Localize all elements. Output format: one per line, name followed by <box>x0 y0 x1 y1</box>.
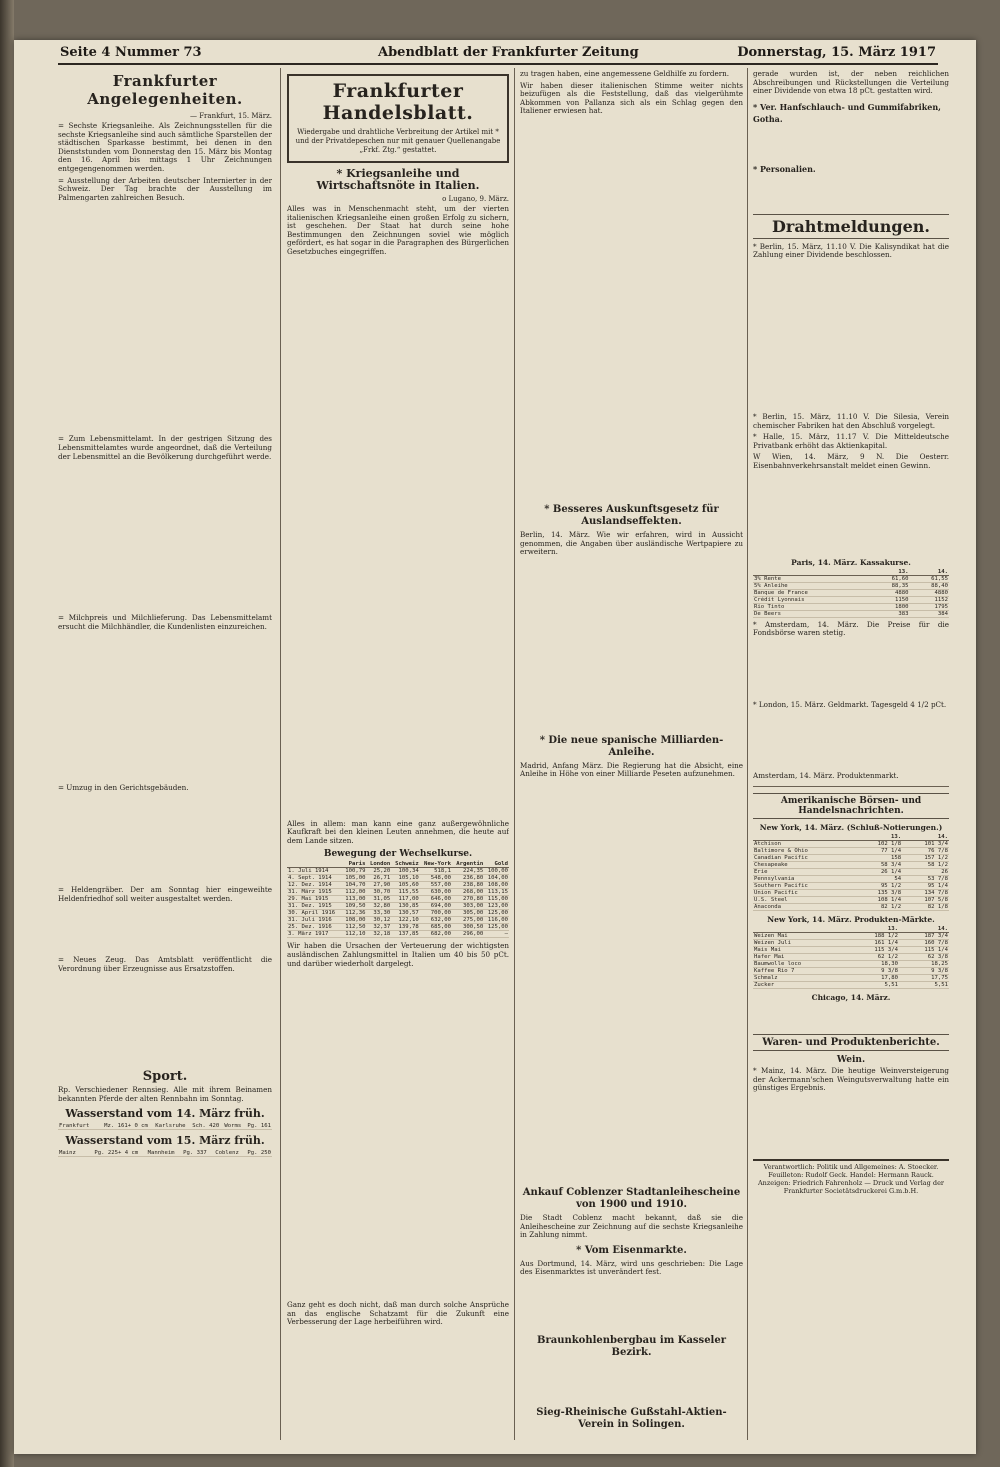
table-cell: 557,00 <box>420 882 452 889</box>
table-cell: 82 1/8 <box>902 903 949 910</box>
column-header: 13. <box>849 926 899 933</box>
table-cell: 26 1/4 <box>855 868 902 875</box>
table-cell: 113,15 <box>484 889 509 896</box>
article-body <box>58 796 272 886</box>
article-paragraph: Aus Dortmund, 14. März, wird uns geschrieben: Die Lage des Eisenmarktes ist unverändert fest. <box>520 1258 743 1277</box>
table-cell: — <box>484 931 509 938</box>
table-cell: 12. Dez. 1914 <box>287 882 342 889</box>
table-title: Chicago, 14. März. <box>811 992 891 1002</box>
column-rule <box>747 68 748 1440</box>
table-cell: 115 3/4 <box>849 946 899 953</box>
table-row <box>753 896 949 903</box>
table-cell: De Beers <box>753 610 870 617</box>
table-cell: Sch. 420 <box>187 1123 221 1130</box>
article-paragraph: Madrid, Anfang März. Die Regierung hat die Absicht, eine Anleihe in Höhe von einer Milliarde Peseten aufzunehmen. <box>520 760 743 779</box>
table-cell: 3% Rente <box>753 575 870 582</box>
table-cell: 1. Juli 1914 <box>287 868 342 875</box>
table-cell: 25. Dez. 1916 <box>287 924 342 931</box>
table-cell: 17,80 <box>849 974 899 981</box>
table-row <box>753 610 949 617</box>
article-body <box>753 128 949 158</box>
table-cell: 30,70 <box>366 889 391 896</box>
table-cell: Canadian Pacific <box>753 854 855 861</box>
table-cell: 518,1 <box>420 868 452 875</box>
table-cell: 108,00 <box>342 917 367 924</box>
table-cell: Coblenz <box>208 1150 240 1157</box>
sport-paragraph: Rp. Verschiedener Rennsieg. Alle mit ihrem Beinamen bekannten Pferde der alten Rennbahn im Sonntag. <box>58 1085 272 1103</box>
table-cell: 125,00 <box>484 910 509 917</box>
table-cell: 105,60 <box>391 882 419 889</box>
table-cell: Mais Mai <box>753 946 849 953</box>
table-row <box>753 967 949 974</box>
wire-report: * Berlin, 15. März, 11.10 V. Die Silesia, Verein chemischer Fabriken hat den Abschluß vorgelegt. <box>753 411 949 430</box>
table-cell: Pg. 250 <box>240 1150 272 1157</box>
table-cell: 685,00 <box>420 924 452 931</box>
article-headline: Sieg-Rheinische Gußstahl-Aktien-Verein in Solingen. <box>536 1406 727 1430</box>
article-paragraph: = Umzug in den Gerichtsgebäuden. <box>58 783 189 793</box>
table-cell: 112,00 <box>342 889 367 896</box>
table-row <box>753 840 949 847</box>
table-cell: 160 7/8 <box>899 939 949 946</box>
paris-quotes-table <box>753 569 949 618</box>
water-level-table <box>58 1123 272 1130</box>
table-cell: 62 1/2 <box>849 953 899 960</box>
table-cell: 61,55 <box>910 575 949 582</box>
column-header: 13. <box>870 569 909 576</box>
table-cell: 303,00 <box>452 903 484 910</box>
table-cell: 112,10 <box>342 931 367 938</box>
table-cell: 158 <box>855 854 902 861</box>
wire-report: W Wien, 14. März, 9 N. Die Oesterr. Eisenbahnverkehrsanstalt meldet einen Gewinn. <box>753 452 949 470</box>
column-header: 13. <box>855 834 902 841</box>
table-row <box>753 847 949 854</box>
table-cell: 296,00 <box>452 931 484 938</box>
table-cell: 115 1/4 <box>899 946 949 953</box>
article-body <box>287 971 509 1301</box>
table-cell: 1152 <box>910 596 949 603</box>
table-cell: Mannheim <box>139 1150 175 1157</box>
table-cell: 135 3/8 <box>855 889 902 896</box>
table-row <box>753 868 949 875</box>
table-cell: 5,51 <box>899 981 949 988</box>
article-headline: Ankauf Coblenzer Stadtanleihescheine von 1900 und 1910. <box>522 1186 741 1210</box>
table-row <box>287 875 509 882</box>
table-cell: 4880 <box>910 589 949 596</box>
table-row <box>753 589 949 596</box>
table-cell: 29. Mai 1915 <box>287 896 342 903</box>
table-cell: 32,80 <box>366 903 391 910</box>
table-cell: 632,00 <box>420 917 452 924</box>
water-level-heading: Wasserstand vom 14. März früh. <box>65 1107 265 1121</box>
table-cell: 5% Anleihe <box>753 582 870 589</box>
article-body <box>753 641 949 701</box>
section-title: Amerikanische Börsen- und Handelsnachrichten. <box>753 793 949 819</box>
table-cell: 236,80 <box>452 875 484 882</box>
table-cell: Anaconda <box>753 903 855 910</box>
section-title: Drahtmeldungen. <box>753 214 949 239</box>
table-cell: 300,50 <box>452 924 484 931</box>
table-cell: 104,00 <box>484 875 509 882</box>
article-body <box>753 474 949 554</box>
page-header <box>58 45 938 65</box>
column-header: Argentin <box>452 861 484 868</box>
table-row <box>753 953 949 960</box>
table-row <box>58 1150 272 1157</box>
article-paragraph: Alles in allem: man kann eine ganz außergewöhnliche Kaufkraft bei den kleinen Leuten annehmen, die heute auf dem Lande sitzen. <box>287 818 509 845</box>
article-body <box>753 263 949 413</box>
table-cell: Crédit Lyonnais <box>753 596 870 603</box>
table-cell: 17,75 <box>899 974 949 981</box>
table-cell: 26 <box>902 868 949 875</box>
table-cell: 76 7/8 <box>902 847 949 854</box>
column-header: 14. <box>899 926 949 933</box>
table-cell: 88,35 <box>870 582 909 589</box>
article-body <box>58 464 272 614</box>
table-cell: 100,00 <box>484 868 509 875</box>
article-paragraph: Wir haben die Ursachen der Verteuerung der wichtigsten ausländischen Zahlungsmittel in Italien um 40 bis 50 pCt. und darüber wiederholt dargelegt. <box>287 941 509 968</box>
article-paragraph: = Heldengräber. Der am Sonntag hier eingeweihte Heldenfriedhof soll weiter ausgestaltet werden. <box>58 884 272 903</box>
table-cell: 108 1/4 <box>855 896 902 903</box>
table-row <box>287 896 509 903</box>
table-title: New York, 14. März. (Schluß-Notierungen.) <box>759 822 943 832</box>
table-cell: Weizen Mai <box>753 932 849 939</box>
table-cell: 1800 <box>870 603 909 610</box>
masthead: Abendblatt der Frankfurter Zeitung <box>378 45 639 60</box>
table-cell: 117,00 <box>391 896 419 903</box>
water-level-table <box>58 1150 272 1157</box>
table-cell: Rio Tinto <box>753 603 870 610</box>
column-header: London <box>366 861 391 868</box>
table-cell: 125,00 <box>484 924 509 931</box>
table-cell: 88,40 <box>910 582 949 589</box>
table-cell: 694,00 <box>420 903 452 910</box>
table-row <box>287 917 509 924</box>
table-title: New York, 14. März. Produkten-Märkte. <box>767 914 935 924</box>
table-cell: 130,57 <box>391 910 419 917</box>
table-cell: 161 1/4 <box>849 939 899 946</box>
article-headline: * Besseres Auskunftsgesetz für Auslandseffekten. <box>544 503 719 527</box>
table-cell: 4880 <box>870 589 909 596</box>
table-row <box>753 946 949 953</box>
column-header: Paris <box>342 861 367 868</box>
table-cell: Pg. 337 <box>176 1150 208 1157</box>
exchange-rate-table <box>287 861 509 938</box>
article-paragraph: * Mainz, 14. März. Die heutige Weinversteigerung der Ackermann'schen Weingutsverwaltung hatte ein günstiges Ergebnis. <box>753 1065 949 1093</box>
article-headline: * Die neue spanische Milliarden-Anleihe. <box>539 734 724 758</box>
article-paragraph: = Ausstellung der Arbeiten deutscher Internierter in der Schweiz. Der Tag brachte der Ausstellung im Palmengarten zahlreichen Besuch. <box>58 175 272 202</box>
table-cell: 188 1/2 <box>849 932 899 939</box>
table-cell: 109,50 <box>342 903 367 910</box>
divider <box>753 786 949 787</box>
article-body <box>287 260 509 820</box>
table-cell: 108,00 <box>484 882 509 889</box>
table-cell: 26,71 <box>366 875 391 882</box>
wire-report: * Amsterdam, 14. März. Die Preise für die Fondsbörse waren stetig. <box>753 619 949 638</box>
table-cell: Zucker <box>753 981 849 988</box>
article-paragraph: Berlin, 14. März. Wie wir erfahren, wird in Aussicht genommen, die Angaben über ausländische Wertpapiere zu erweitern. <box>520 529 743 557</box>
table-cell: 384 <box>910 610 949 617</box>
table-row <box>753 875 949 882</box>
table-cell: 62 3/8 <box>899 953 949 960</box>
table-cell: 238,80 <box>452 882 484 889</box>
table-cell: Pennsylvania <box>753 875 855 882</box>
table-cell: 58 1/2 <box>902 861 949 868</box>
table-cell: 31,05 <box>366 896 391 903</box>
article-body <box>520 782 743 1182</box>
table-row <box>753 861 949 868</box>
table-row <box>753 854 949 861</box>
table-cell: 224,35 <box>452 868 484 875</box>
table-row <box>287 903 509 910</box>
column-header: 14. <box>902 834 949 841</box>
column-local-affairs <box>58 70 272 1442</box>
column-rule <box>280 68 281 1440</box>
table-cell: 112,36 <box>342 910 367 917</box>
table-cell: 100,79 <box>342 868 367 875</box>
table-cell: Chesapeake <box>753 861 855 868</box>
table-row <box>287 889 509 896</box>
table-cell: Weizen Juli <box>753 939 849 946</box>
table-title: Paris, 14. März. Kassakurse. <box>791 557 911 567</box>
table-cell: Mz. 161+ 0 cm <box>96 1123 149 1130</box>
article-paragraph: = Sechste Kriegsanleihe. Als Zeichnungsstellen für die sechste Kriegsanleihe sind auch sämtliche Sparstellen der städtischen Sparkasse bestimmt, bei denen in den Dienststunden vom Donnerstag den 15. März bis Montag den 16. April bis mittags 1 Uhr Zeichnungen entgegengenommen werden. <box>58 121 272 173</box>
table-cell: 33,30 <box>366 910 391 917</box>
column-wire-reports <box>753 70 949 1442</box>
table-cell: 268,00 <box>452 889 484 896</box>
article-paragraph: Die Stadt Coblenz macht bekannt, daß sie die Anleihescheine zur Zeichnung auf die sechste Kriegsanleihe in Zahlung nimmt. <box>520 1212 743 1240</box>
table-cell: 134 7/8 <box>902 889 949 896</box>
article-paragraph: zu tragen haben, eine angemessene Geldhilfe zu fordern. <box>520 70 730 78</box>
table-row <box>753 575 949 582</box>
table-cell: 139,78 <box>391 924 419 931</box>
table-cell: 275,00 <box>452 917 484 924</box>
table-cell: 30,12 <box>366 917 391 924</box>
article-body <box>520 560 743 730</box>
table-cell: 270,80 <box>452 896 484 903</box>
water-level-heading: Wasserstand vom 15. März früh. <box>65 1134 265 1148</box>
table-cell: 100,34 <box>391 868 419 875</box>
table-cell: 25,20 <box>366 868 391 875</box>
table-cell: Pg. 161 <box>242 1123 272 1130</box>
table-cell: Mainz <box>58 1150 82 1157</box>
table-cell: 105,10 <box>391 875 419 882</box>
imprint: Verantwortlich: Politik und Allgemeines: A. Stoecker. Feuilleton: Rudolf Geck. Handel: Hermann Rauck. Anzeigen: Friedrich Fahrenholz — Druck und Verlag der Frankfurter Societätsdruckerei G.m.b.H. <box>753 1159 949 1195</box>
table-title: Bewegung der Wechselkurse. <box>323 849 473 860</box>
article-body <box>520 1362 743 1402</box>
article-paragraph: Alles was in Menschenmacht steht, um der vierten italienischen Kriegsanleihe einen großen Erfolg zu sichern, ist geschehen. Der Staat hat durch seine hohe Bestimmungen den Zeichnungen soviel wie möglich gefördert, es hat sogar in die Paragraphen des Bürgerlichen Gesetzbuches eingegriffen. <box>287 204 509 256</box>
table-row <box>753 939 949 946</box>
table-cell: 682,00 <box>420 931 452 938</box>
table-cell: Southern Pacific <box>753 882 855 889</box>
table-cell: 54 <box>855 875 902 882</box>
table-cell: 187 3/4 <box>899 932 949 939</box>
table-cell: 61,60 <box>870 575 909 582</box>
table-cell: 31. Dez. 1915 <box>287 903 342 910</box>
table-cell: Pg. 225+ 4 cm <box>82 1150 140 1157</box>
table-cell: Frankfurt <box>58 1123 96 1130</box>
table-cell: U.S. Steel <box>753 896 855 903</box>
table-cell: Banque de France <box>753 589 870 596</box>
table-cell: 32,37 <box>366 924 391 931</box>
table-row <box>753 932 949 939</box>
table-cell: 105,00 <box>342 875 367 882</box>
table-cell: Baltimore & Ohio <box>753 847 855 854</box>
table-cell: 130,85 <box>391 903 419 910</box>
article-body <box>58 634 272 784</box>
column-trade-news <box>520 70 743 1442</box>
table-cell: 104,70 <box>342 882 367 889</box>
table-cell: 77 1/4 <box>855 847 902 854</box>
article-body <box>753 1004 949 1028</box>
article-paragraph: = Milchpreis und Milchlieferung. Das Lebensmittelamt ersucht die Milchhändler, die Kundenlisten einzureichen. <box>58 613 272 631</box>
table-cell: Kaffee Rio 7 <box>753 967 849 974</box>
new-york-quotes-table <box>753 834 949 911</box>
table-cell: 122,10 <box>391 917 419 924</box>
article-body <box>58 205 272 435</box>
table-row <box>753 960 949 967</box>
table-cell: Erie <box>753 868 855 875</box>
table-cell: Hafer Mai <box>753 953 849 960</box>
table-cell: 383 <box>870 610 909 617</box>
subsection-title: Wein. <box>836 1054 866 1065</box>
dateline: — Frankfurt, 15. März. <box>189 112 272 120</box>
table-cell: 32,18 <box>366 931 391 938</box>
column-header: Gold <box>484 861 509 868</box>
book-binding <box>0 0 14 1467</box>
wire-report: * London, 15. März. Geldmarkt. Tagesgeld 4 1/2 pCt. <box>753 699 947 709</box>
article-body <box>58 976 272 1066</box>
table-cell: 548,00 <box>420 875 452 882</box>
table-cell: 9 3/8 <box>899 967 949 974</box>
produce-market-table <box>753 926 949 989</box>
table-row <box>753 903 949 910</box>
table-row <box>753 603 949 610</box>
table-cell: 53 7/8 <box>902 875 949 882</box>
article-headline: * Vom Eisenmarkte. <box>576 1244 687 1256</box>
table-cell: Union Pacific <box>753 889 855 896</box>
table-cell: 113,00 <box>342 896 367 903</box>
table-cell: 82 1/2 <box>855 903 902 910</box>
table-cell: 18,30 <box>849 960 899 967</box>
column-header: Schweiz <box>391 861 419 868</box>
table-cell: 107 5/8 <box>902 896 949 903</box>
table-cell: 18,25 <box>899 960 949 967</box>
article-headline: * Kriegsanleihe und Wirtschaftsnöte in Italien. <box>316 167 480 192</box>
table-row <box>753 882 949 889</box>
table-cell: 157 1/2 <box>902 854 949 861</box>
table-cell: 700,00 <box>420 910 452 917</box>
table-row <box>753 596 949 603</box>
section-title: Frankfurter Angelegenheiten. <box>87 72 243 108</box>
column-header: 14. <box>910 569 949 576</box>
table-row <box>287 924 509 931</box>
table-row <box>753 889 949 896</box>
table-cell: Karlsruhe <box>149 1123 187 1130</box>
article-body <box>58 906 272 956</box>
table-cell: 4. Sept. 1914 <box>287 875 342 882</box>
trade-journal-masthead <box>287 74 509 163</box>
article-paragraph: Ganz geht es doch nicht, daß man durch solche Ansprüche an das englische Schatzamt für die Zukunft eine Verbesserung der Lage herbeiführen wird. <box>287 1300 509 1327</box>
table-cell: 115,55 <box>391 889 419 896</box>
article-body <box>520 119 743 499</box>
table-cell: 116,00 <box>484 917 509 924</box>
table-row <box>58 1123 272 1130</box>
table-cell: 58 3/4 <box>855 861 902 868</box>
table-cell: Schmalz <box>753 974 849 981</box>
table-cell: 305,00 <box>452 910 484 917</box>
table-cell: 137,85 <box>391 931 419 938</box>
table-cell: 646,00 <box>420 896 452 903</box>
section-title: Frankfurter Handelsblatt. <box>322 80 474 124</box>
wire-report: * Berlin, 15. März, 11.10 V. Die Kalisyndikat hat die Zahlung einer Dividende beschlossen. <box>753 241 949 260</box>
table-cell: 3. März 1917 <box>287 931 342 938</box>
table-row <box>287 868 509 875</box>
table-row <box>287 931 509 938</box>
table-cell: 27,90 <box>366 882 391 889</box>
article-body <box>753 712 949 772</box>
column-trade-journal <box>287 70 509 1442</box>
table-cell: 1150 <box>870 596 909 603</box>
article-body <box>753 1096 949 1156</box>
table-cell: 123,00 <box>484 903 509 910</box>
table-cell: 102 1/8 <box>855 840 902 847</box>
article-paragraph: = Zum Lebensmittelamt. In der gestrigen Sitzung des Lebensmittelamtes wurde angeordnet, daß die Verteilung der Lebensmittel an die Bevölkerung durchgeführt werde. <box>58 434 272 461</box>
article-body <box>753 178 949 208</box>
issue-date: Donnerstag, 15. März 1917 <box>737 45 936 60</box>
article-headline: * Personalien. <box>753 163 816 174</box>
sport-heading: Sport. <box>142 1069 188 1085</box>
table-cell: 101 3/4 <box>902 840 949 847</box>
table-cell: 30. April 1916 <box>287 910 342 917</box>
article-paragraph: = Neues Zeug. Das Amtsblatt veröffentlicht die Verordnung über Erzeugnisse aus Ersatzstoffen. <box>58 955 272 973</box>
wire-report: Amsterdam, 14. März. Produktenmarkt. <box>753 771 899 781</box>
table-cell: 95 1/2 <box>855 882 902 889</box>
table-row <box>753 582 949 589</box>
reprint-notice: Wiedergabe und drahtliche Verbreitung der Artikel mit * und der Privatdepeschen nur mit genauer Quellenangabe „Frkf. Ztg.“ gestattet. <box>295 128 501 154</box>
table-cell: 112,50 <box>342 924 367 931</box>
section-title: Waren- und Produktenberichte. <box>753 1034 949 1051</box>
article-paragraph: gerade wurden ist, der neben reichlichen Abschreibungen und Rückstellungen die Verteilung einer Dividende von etwa 18 pCt. gestatten wird. <box>753 70 949 96</box>
table-row <box>753 981 949 988</box>
table-row <box>287 882 509 889</box>
table-cell: 31. März 1915 <box>287 889 342 896</box>
table-cell: 9 3/8 <box>849 967 899 974</box>
article-headline: * Ver. Hanfschlauch- und Gummifabriken, Gotha. <box>753 101 941 124</box>
page-number: Seite 4 Nummer 73 <box>60 45 202 60</box>
table-row <box>287 910 509 917</box>
table-cell: 115,00 <box>484 896 509 903</box>
table-cell: Baumwolle loco <box>753 960 849 967</box>
table-row <box>753 974 949 981</box>
table-cell: 630,00 <box>420 889 452 896</box>
column-rule <box>514 68 515 1440</box>
column-header: New-York <box>420 861 452 868</box>
table-cell: 1795 <box>910 603 949 610</box>
table-cell: Worms <box>220 1123 242 1130</box>
table-cell: 95 1/4 <box>902 882 949 889</box>
dateline: o Lugano, 9. März. <box>442 195 509 203</box>
article-headline: Braunkohlenbergbau im Kasseler Bezirk. <box>537 1334 726 1358</box>
table-cell: 31. Juli 1916 <box>287 917 342 924</box>
article-body <box>520 1280 743 1330</box>
wire-report: * Halle, 15. März, 11.17 V. Die Mitteldeutsche Privatbank erhöht das Aktienkapital. <box>753 432 949 450</box>
article-paragraph: Wir haben dieser italienischen Stimme weiter nichts beizufügen als die Feststellung, daß das vielgerühmte Abkommen von Pallanza sich als ein Schlag gegen den Italiener erwiesen hat. <box>520 80 743 116</box>
table-cell: 5,51 <box>849 981 899 988</box>
table-cell: Atchison <box>753 840 855 847</box>
